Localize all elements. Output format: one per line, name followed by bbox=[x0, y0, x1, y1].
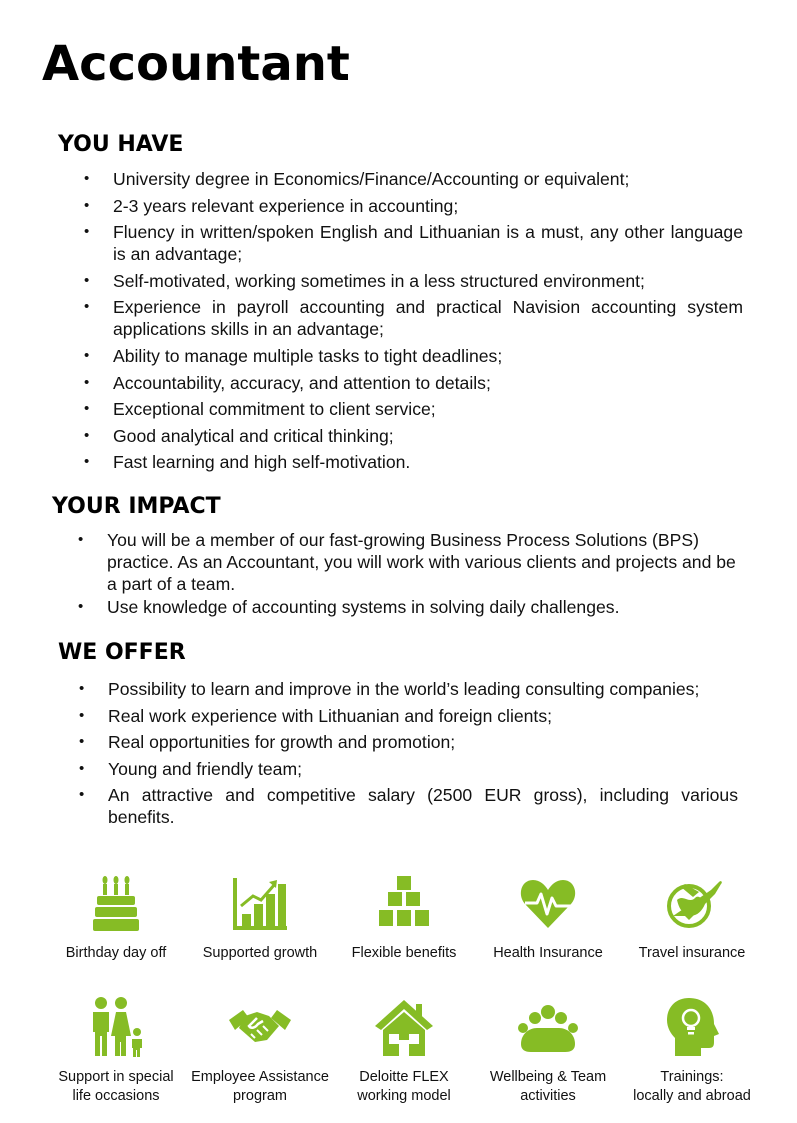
head-lightbulb-icon bbox=[659, 994, 725, 1060]
benefit-item bbox=[620, 870, 764, 984]
team-icon bbox=[515, 994, 581, 1060]
benefit-item bbox=[188, 870, 332, 984]
benefit-label: Birthday day off bbox=[65, 945, 167, 961]
your-impact-list bbox=[76, 529, 746, 619]
benefit-item bbox=[44, 870, 188, 984]
list-item: • Accountability, accuracy, and attention to details; bbox=[82, 372, 743, 394]
list-item: • Use knowledge of accounting systems in solving daily challenges. bbox=[76, 596, 746, 618]
benefit-label: Wellbeing & Team activities bbox=[489, 1069, 607, 1104]
you-have-list bbox=[82, 168, 743, 478]
list-item: • Real opportunities for growth and promotion; bbox=[77, 731, 738, 753]
list-item: • 2-3 years relevant experience in accounting; bbox=[82, 195, 743, 217]
house-icon bbox=[371, 994, 437, 1060]
handshake-icon bbox=[227, 994, 293, 1060]
section-heading-your-impact: YOUR IMPACT bbox=[52, 494, 221, 519]
benefit-label: Flexible benefits bbox=[351, 945, 457, 961]
benefit-label: Employee Assistance program bbox=[191, 1069, 329, 1104]
benefit-label: Health Insurance bbox=[493, 945, 603, 961]
growth-chart-icon bbox=[227, 870, 293, 936]
heart-pulse-icon bbox=[515, 870, 581, 936]
list-item: • Real work experience with Lithuanian and foreign clients; bbox=[77, 705, 738, 727]
benefit-label: Travel insurance bbox=[638, 945, 746, 961]
benefit-item bbox=[476, 994, 620, 1108]
benefit-label: Support in special life occasions bbox=[58, 1069, 174, 1104]
page-title: Accountant bbox=[42, 36, 350, 92]
list-item: • Fast learning and high self-motivation. bbox=[82, 451, 743, 473]
list-item: • Possibility to learn and improve in the world’s leading consulting companies; bbox=[77, 678, 738, 700]
list-item: • You will be a member of our fast-growing Business Process Solutions (BPS) practice. As an Accountant, you will work with various clients and projects and be a part of a team. bbox=[76, 529, 746, 595]
we-offer-list bbox=[77, 678, 738, 833]
list-item: • Fluency in written/spoken English and Lithuanian is a must, any other language is an advantage; bbox=[82, 221, 743, 265]
section-heading-we-offer: WE OFFER bbox=[58, 640, 186, 665]
list-item: • Exceptional commitment to client service; bbox=[82, 398, 743, 420]
list-item: • University degree in Economics/Finance/Accounting or equivalent; bbox=[82, 168, 743, 190]
benefit-label: Supported growth bbox=[202, 945, 318, 961]
benefit-item bbox=[332, 994, 476, 1108]
list-item: • Ability to manage multiple tasks to tight deadlines; bbox=[82, 345, 743, 367]
benefit-item bbox=[188, 994, 332, 1108]
stacked-boxes-icon bbox=[371, 870, 437, 936]
benefit-item bbox=[476, 870, 620, 984]
benefit-label: Deloitte FLEX working model bbox=[357, 1069, 451, 1104]
birthday-cake-icon bbox=[83, 870, 149, 936]
list-item: • An attractive and competitive salary (2500 EUR gross), including various benefits. bbox=[77, 784, 738, 828]
benefits-grid bbox=[44, 870, 764, 1108]
list-item: • Young and friendly team; bbox=[77, 758, 738, 780]
family-icon bbox=[83, 994, 149, 1060]
benefit-item bbox=[332, 870, 476, 984]
benefit-item bbox=[44, 994, 188, 1108]
list-item: • Self-motivated, working sometimes in a less structured environment; bbox=[82, 270, 743, 292]
list-item: • Good analytical and critical thinking; bbox=[82, 425, 743, 447]
benefit-item bbox=[620, 994, 764, 1108]
plane-globe-icon bbox=[659, 870, 725, 936]
section-heading-you-have: YOU HAVE bbox=[58, 132, 184, 157]
benefit-label: Trainings: locally and abroad bbox=[633, 1069, 751, 1104]
list-item: • Experience in payroll accounting and practical Navision accounting system applications skills in an advantage; bbox=[82, 296, 743, 340]
